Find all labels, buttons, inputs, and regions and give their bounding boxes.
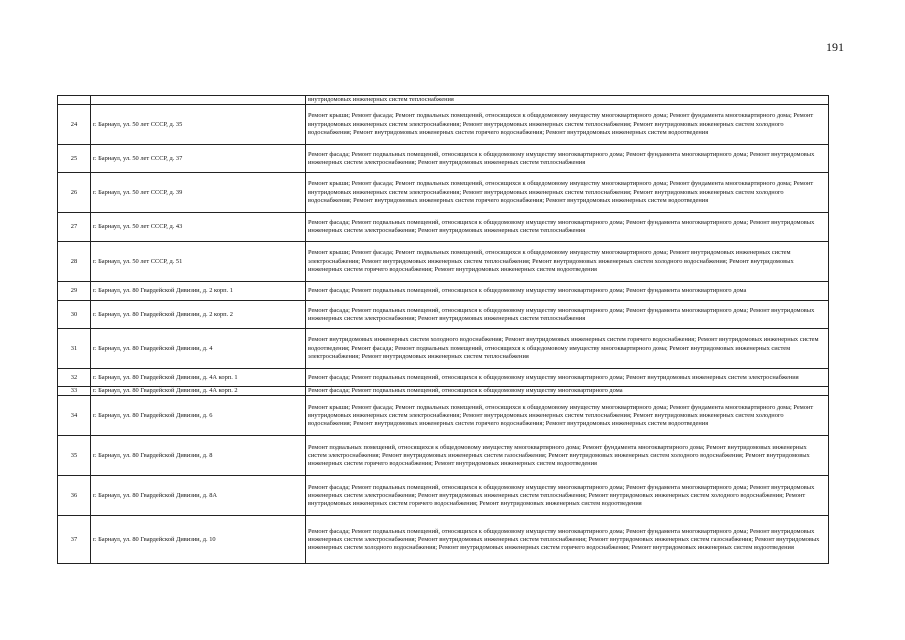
row-works: Ремонт фасада; Ремонт подвальных помещений, относящихся к общедомовому имуществу многоквартирного дома (306, 387, 829, 396)
row-works: Ремонт фасада; Ремонт подвальных помещений, относящихся к общедомовому имуществу многоквартирного дома; Ремонт фундамента многоквартирного дома; Ремонт внутридомовых инженерных систем электроснабжения; Ремонт внутридомовых инженерных систем теплоснабжения (306, 301, 829, 329)
row-address: г. Барнаул, ул. 50 лет СССР, д. 37 (91, 145, 306, 173)
row-number: 30 (58, 301, 91, 329)
table-row (58, 145, 829, 173)
row-number: 29 (58, 282, 91, 301)
row-address: г. Барнаул, ул. 80 Гвардейской Дивизии, д. 4 (91, 329, 306, 369)
row-address: г. Барнаул, ул. 80 Гвардейской Дивизии, д. 6 (91, 396, 306, 436)
page-number: 191 (826, 40, 844, 54)
table-row (58, 242, 829, 282)
table-row (58, 436, 829, 476)
row-address: г. Барнаул, ул. 50 лет СССР, д. 39 (91, 173, 306, 213)
row-number: 26 (58, 173, 91, 213)
row-number: 32 (58, 369, 91, 387)
row-address: г. Барнаул, ул. 80 Гвардейской Дивизии, д. 10 (91, 516, 306, 564)
table-row (58, 369, 829, 387)
table-row (58, 105, 829, 145)
row-works: Ремонт фасада; Ремонт подвальных помещений, относящихся к общедомовому имуществу многоквартирного дома; Ремонт фундамента многоквартирного дома; Ремонт внутридомовых инженерных систем электроснабжения; Ремонт внутридомовых инженерных систем теплоснабжения (306, 145, 829, 173)
row-works: Ремонт внутридомовых инженерных систем холодного водоснабжения; Ремонт внутридомовых инженерных систем горячего водоснабжения; Ремонт внутридомовых инженерных систем водоотведения; Ремонт фасада; Ремонт подвальных помещений, относящихся к общедомовому имуществу многоквартирного дома; Ремонт внутридомовых инженерных систем электроснабжения; Ремонт внутридомовых инженерных систем теплоснабжения (306, 329, 829, 369)
row-address: г. Барнаул, ул. 50 лет СССР, д. 43 (91, 213, 306, 242)
table-row (58, 282, 829, 301)
row-address: г. Барнаул, ул. 50 лет СССР, д. 51 (91, 242, 306, 282)
row-address: г. Барнаул, ул. 80 Гвардейской Дивизии, д. 2 корп. 2 (91, 301, 306, 329)
row-number: 25 (58, 145, 91, 173)
row-works: Ремонт фасада; Ремонт подвальных помещений, относящихся к общедомовому имуществу многоквартирного дома; Ремонт внутридомовых инженерных систем электроснабжения (306, 369, 829, 387)
row-works: Ремонт крыши; Ремонт фасада; Ремонт подвальных помещений, относящихся к общедомовому имуществу многоквартирного дома; Ремонт фундамента многоквартирного дома; Ремонт внутридомовых инженерных систем электроснабжения; Ремонт внутридомовых инженерных систем теплоснабжения; Ремонт внутридомовых инженерных систем холодного водоснабжения; Ремонт внутридомовых инженерных систем горячего водоснабжения; Ремонт внутридомовых инженерных систем водоотведения (306, 105, 829, 145)
row-address: г. Барнаул, ул. 80 Гвардейской Дивизии, д. 8А (91, 476, 306, 516)
row-number: 34 (58, 396, 91, 436)
table-row (58, 329, 829, 369)
row-address: г. Барнаул, ул. 50 лет СССР, д. 35 (91, 105, 306, 145)
row-number: 28 (58, 242, 91, 282)
row-address: г. Барнаул, ул. 80 Гвардейской Дивизии, д. 4А корп. 1 (91, 369, 306, 387)
table-row (58, 173, 829, 213)
row-address: г. Барнаул, ул. 80 Гвардейской Дивизии, д. 2 корп. 1 (91, 282, 306, 301)
row-number: 35 (58, 436, 91, 476)
table-row (58, 387, 829, 396)
row-works: Ремонт фасада; Ремонт подвальных помещений, относящихся к общедомовому имуществу многоквартирного дома; Ремонт фундамента многоквартирного дома; Ремонт внутридомовых инженерных систем электроснабжения; Ремонт внутридомовых инженерных систем теплоснабжения (306, 213, 829, 242)
row-works: Ремонт крыши; Ремонт фасада; Ремонт подвальных помещений, относящихся к общедомовому имуществу многоквартирного дома; Ремонт фундамента многоквартирного дома; Ремонт внутридомовых инженерных систем электроснабжения; Ремонт внутридомовых инженерных систем теплоснабжения; Ремонт внутридомовых инженерных систем холодного водоснабжения; Ремонт внутридомовых инженерных систем горячего водоснабжения; Ремонт внутридомовых инженерных систем водоотведения (306, 396, 829, 436)
row-works: Ремонт крыши; Ремонт фасада; Ремонт подвальных помещений, относящихся к общедомовому имуществу многоквартирного дома; Ремонт внутридомовых инженерных систем электроснабжения; Ремонт внутридомовых инженерных систем теплоснабжения; Ремонт внутридомовых инженерных систем холодного водоснабжения; Ремонт внутридомовых инженерных систем горячего водоснабжения; Ремонт внутридомовых инженерных систем водоотведения (306, 242, 829, 282)
row-works: Ремонт крыши; Ремонт фасада; Ремонт подвальных помещений, относящихся к общедомовому имуществу многоквартирного дома; Ремонт фундамента многоквартирного дома; Ремонт внутридомовых инженерных систем электроснабжения; Ремонт внутридомовых инженерных систем теплоснабжения; Ремонт внутридомовых инженерных систем холодного водоснабжения; Ремонт внутридомовых инженерных систем горячего водоснабжения; Ремонт внутридомовых инженерных систем водоотведения (306, 173, 829, 213)
row-number: 31 (58, 329, 91, 369)
row-number: 36 (58, 476, 91, 516)
row-number: 27 (58, 213, 91, 242)
table-row (58, 476, 829, 516)
row-number: 33 (58, 387, 91, 396)
repair-works-table (57, 95, 829, 564)
row-works: Ремонт фасада; Ремонт подвальных помещений, относящихся к общедомовому имуществу многоквартирного дома; Ремонт фундамента многоквартирного дома (306, 282, 829, 301)
row-works: внутридомовых инженерных систем теплоснабжения (306, 96, 829, 105)
table-row (58, 213, 829, 242)
table-row (58, 516, 829, 564)
row-number: 24 (58, 105, 91, 145)
row-address: г. Барнаул, ул. 80 Гвардейской Дивизии, д. 8 (91, 436, 306, 476)
row-address (91, 96, 306, 105)
row-works: Ремонт фасада; Ремонт подвальных помещений, относящихся к общедомовому имуществу многоквартирного дома; Ремонт фундамента многоквартирного дома; Ремонт внутридомовых инженерных систем электроснабжения; Ремонт внутридомовых инженерных систем теплоснабжения; Ремонт внутридомовых инженерных систем холодного водоснабжения; Ремонт внутридомовых инженерных систем горячего водоснабжения; Ремонт внутридомовых инженерных систем водоотведения (306, 476, 829, 516)
row-works: Ремонт фасада; Ремонт подвальных помещений, относящихся к общедомовому имуществу многоквартирного дома; Ремонт фундамента многоквартирного дома; Ремонт внутридомовых инженерных систем электроснабжения; Ремонт внутридомовых инженерных систем теплоснабжения; Ремонт внутридомовых инженерных систем газоснабжения; Ремонт внутридомовых инженерных систем холодного водоснабжения; Ремонт внутридомовых инженерных систем горячего водоснабжения; Ремонт внутридомовых инженерных систем водоотведения (306, 516, 829, 564)
row-number: 37 (58, 516, 91, 564)
table-row (58, 96, 829, 105)
row-number (58, 96, 91, 105)
table-row (58, 301, 829, 329)
table-body (58, 96, 829, 564)
row-address: г. Барнаул, ул. 80 Гвардейской Дивизии, д. 4А корп. 2 (91, 387, 306, 396)
table-row (58, 396, 829, 436)
row-works: Ремонт подвальных помещений, относящихся к общедомовому имуществу многоквартирного дома; Ремонт фундамента многоквартирного дома; Ремонт внутридомовых инженерных систем электроснабжения; Ремонт внутридомовых инженерных систем газоснабжения; Ремонт внутридомовых инженерных систем холодного водоснабжения; Ремонт внутридомовых инженерных систем горячего водоснабжения; Ремонт внутридомовых инженерных систем водоотведения (306, 436, 829, 476)
